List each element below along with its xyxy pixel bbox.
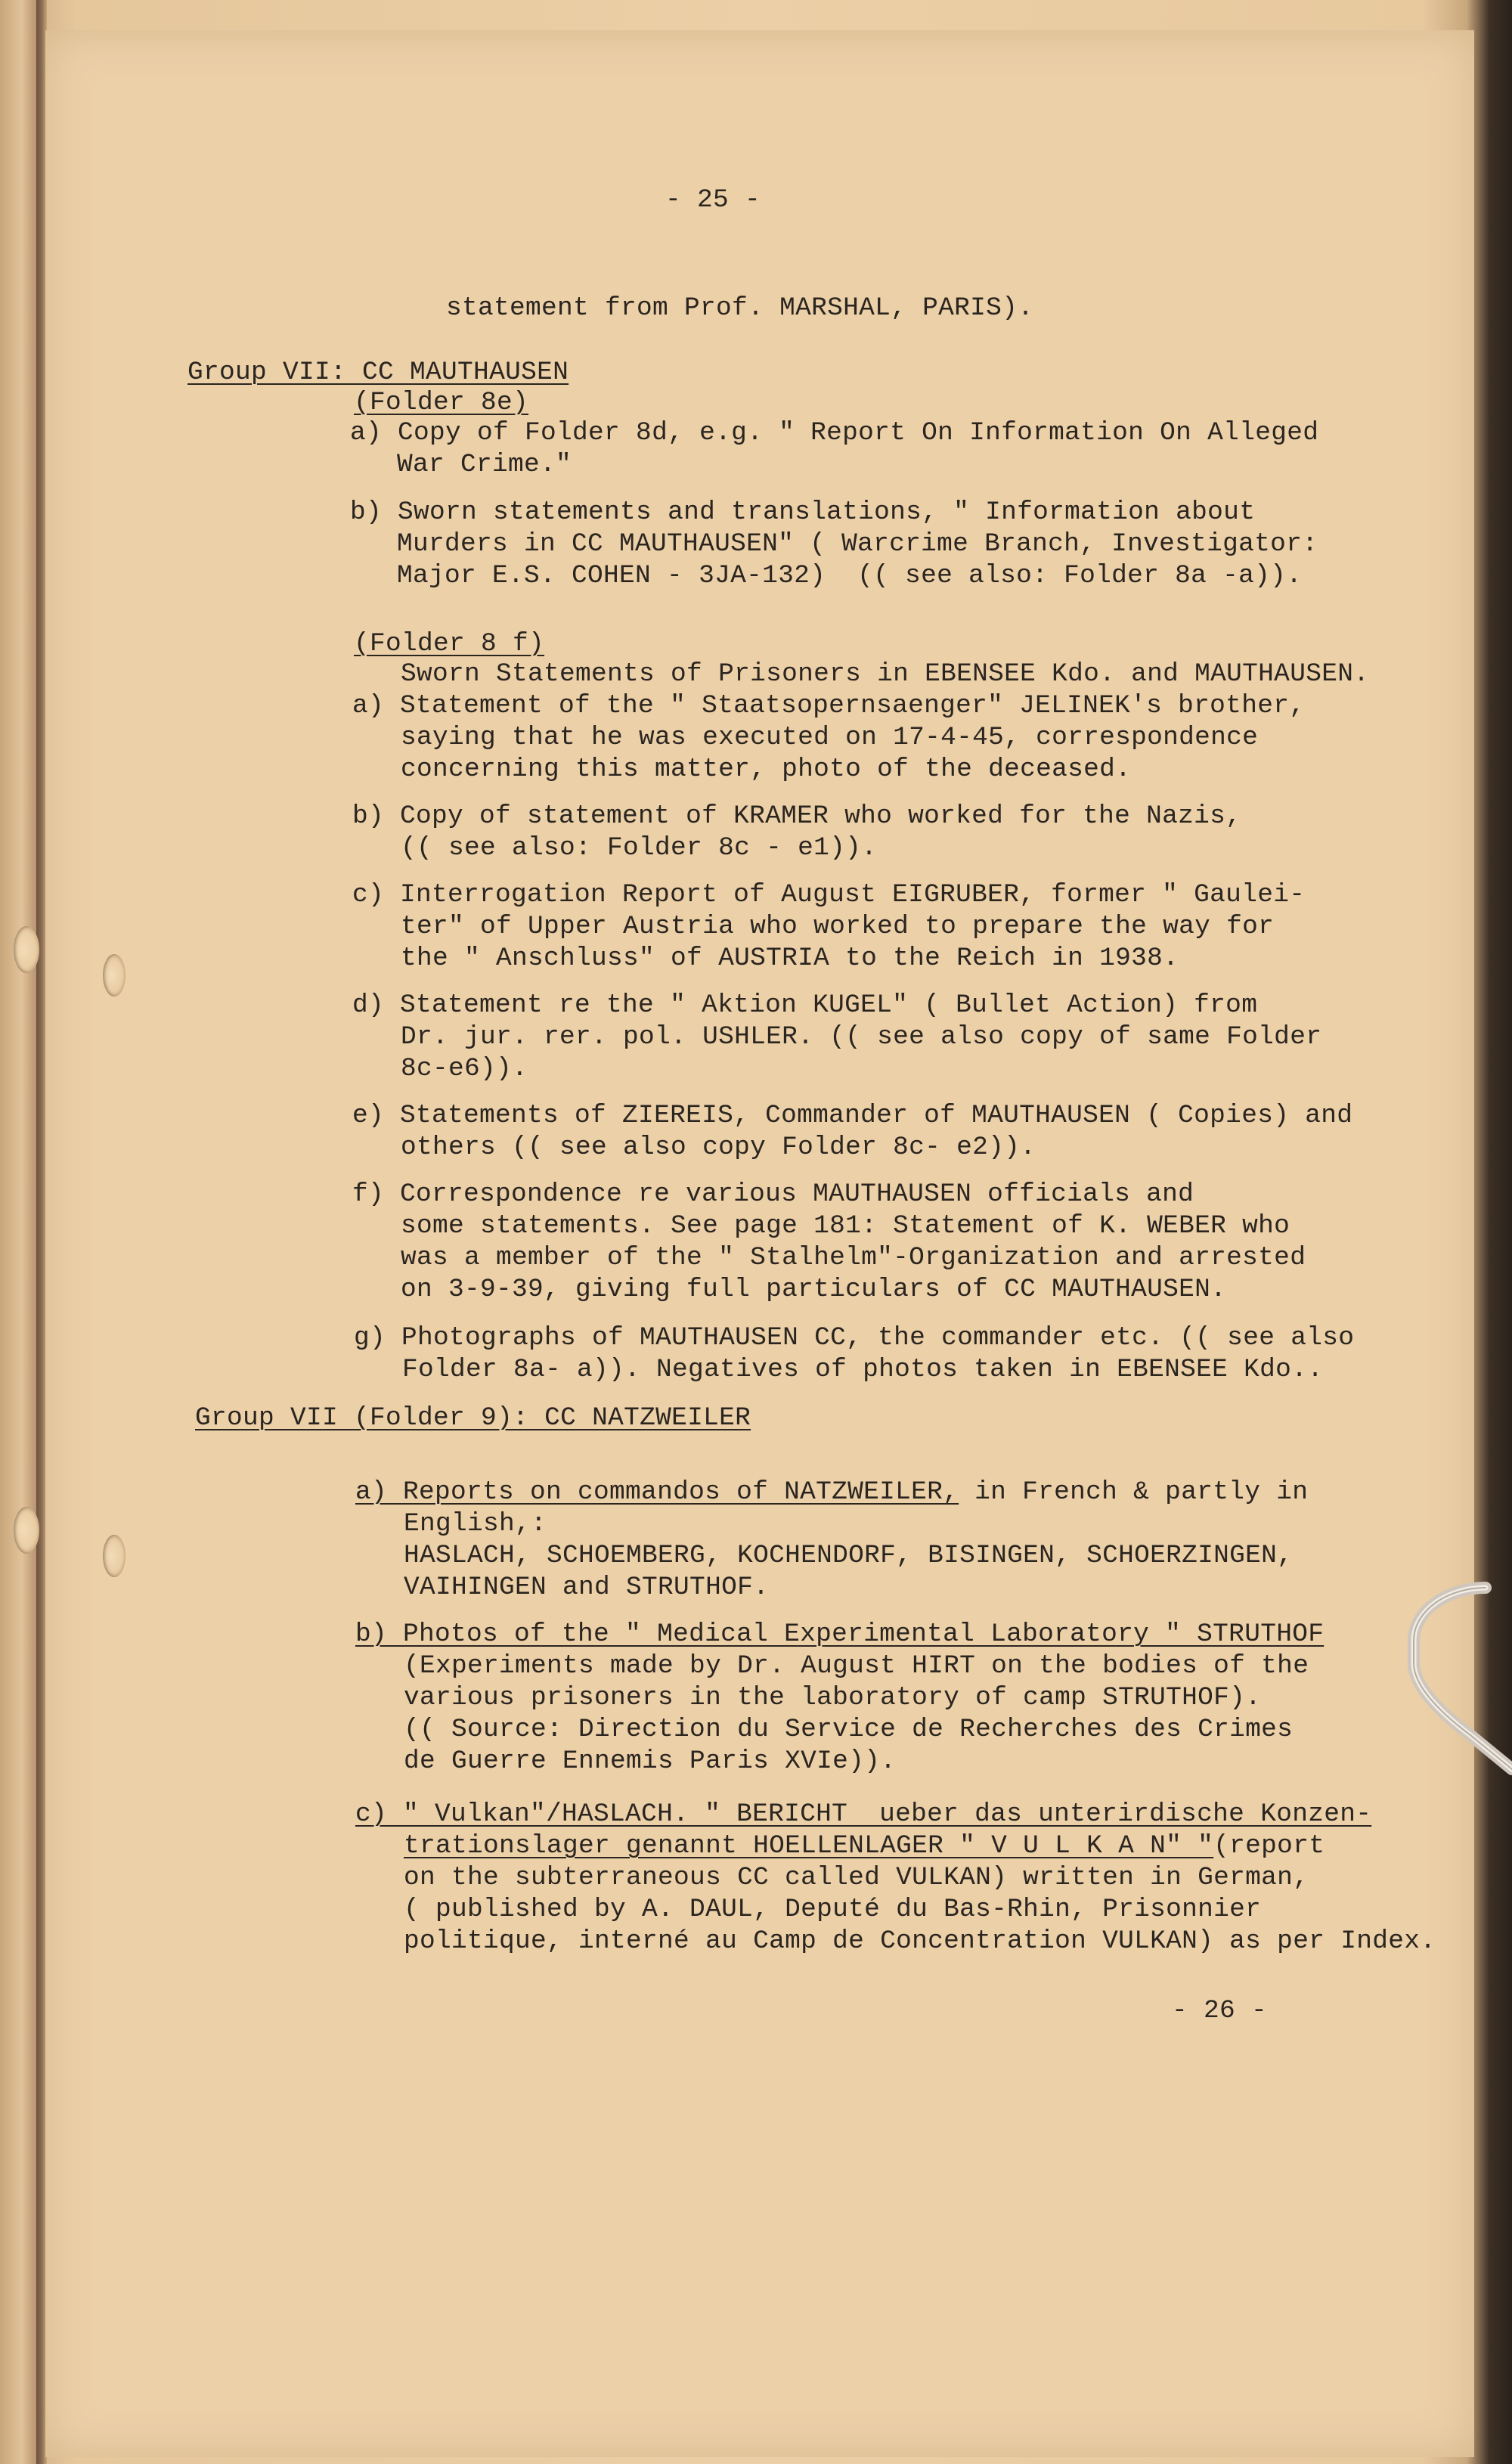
natzweiler-item-a-cont3: VAIHINGEN and STRUTHOF. — [404, 1573, 770, 1602]
folder-8f-item-f: f) Correspondence re various MAUTHAUSEN officials and — [352, 1179, 1194, 1209]
natzweiler-item-c-cont4: politique, interné au Camp de Concentration VULKAN) as per Index. — [404, 1926, 1436, 1956]
folder-8f-subheading: Sworn Statements of Prisoners in EBENSEE Kdo. and MAUTHAUSEN. — [401, 659, 1370, 689]
folder-8f-item-c: c) Interrogation Report of August EIGRUBER, former " Gaulei- — [352, 880, 1306, 910]
natzweiler-item-b-cont1: (Experiments made by Dr. August HIRT on the bodies of the — [404, 1651, 1309, 1681]
folder-8f-item-f-cont2: was a member of the " Stalhelm"-Organization and arrested — [401, 1243, 1306, 1272]
folder-8f-item-d-cont1: Dr. jur. rer. pol. USHLER. (( see also copy of same Folder — [401, 1022, 1322, 1052]
page-punch-hole-upper — [103, 954, 125, 996]
intro-line: statement from Prof. MARSHAL, PARIS). — [446, 293, 1034, 323]
folder-8e-item-a-cont: War Crime." — [397, 450, 572, 479]
natzweiler-item-b-cont4: de Guerre Ennemis Paris XVIe)). — [404, 1746, 897, 1776]
folder-8e-item-a: a) Copy of Folder 8d, e.g. " Report On Information On Alleged — [350, 418, 1319, 448]
natzweiler-item-b-cont3: (( Source: Direction du Service de Recherches des Crimes — [404, 1715, 1294, 1744]
page-number-footer: - 26 - — [1172, 1996, 1268, 2025]
paper-clip — [1357, 1580, 1512, 1822]
folder-8f-item-e: e) Statements of ZIEREIS, Commander of MAUTHAUSEN ( Copies) and — [352, 1101, 1353, 1130]
folder-8f-item-c-cont2: the " Anschluss" of AUSTRIA to the Reich in 1938. — [401, 944, 1179, 973]
folder-8f-item-d: d) Statement re the " Aktion KUGEL" ( Bullet Action) from — [352, 990, 1258, 1020]
natzweiler-item-a — [355, 1477, 1308, 1508]
group-vii-heading: Group VII: CC MAUTHAUSEN — [187, 358, 569, 387]
folder-8e-heading: (Folder 8e) — [354, 388, 529, 417]
punch-hole-lower — [14, 1507, 39, 1554]
natzweiler-item-b: b) Photos of the " Medical Experimental Laboratory " STRUTHOF — [355, 1619, 1325, 1649]
folder-8f-heading: (Folder 8 f) — [354, 629, 545, 659]
natzweiler-item-c-cont1 — [404, 1831, 1325, 1861]
folder-8f-item-g: g) Photographs of MAUTHAUSEN CC, the commander etc. (( see also — [354, 1323, 1355, 1353]
folder-8e-item-b-cont1: Murders in CC MAUTHAUSEN" ( Warcrime Branch, Investigator: — [397, 529, 1318, 559]
folder-8f-item-e-cont: others (( see also copy Folder 8c- e2)). — [401, 1133, 1036, 1162]
natzweiler-item-b-cont2: various prisoners in the laboratory of camp STRUTHOF). — [404, 1683, 1262, 1712]
folder-8f-item-c-cont1: ter" of Upper Austria who worked to prepare the way for — [401, 912, 1275, 941]
folder-8f-item-b-cont: (( see also: Folder 8c - e1)). — [401, 833, 878, 863]
folder-8f-item-b: b) Copy of statement of KRAMER who worked for the Nazis, — [352, 801, 1242, 831]
punch-hole-upper — [14, 926, 39, 973]
folder-8f-item-a-cont1: saying that he was executed on 17-4-45, correspondence — [401, 723, 1259, 752]
folder-8f-item-f-cont3: on 3-9-39, giving full particulars of CC MAUTHAUSEN. — [401, 1275, 1227, 1304]
group-vii-folder-9-heading: Group VII (Folder 9): CC NATZWEILER — [195, 1403, 751, 1433]
folder-8e-item-b: b) Sworn statements and translations, " Information about — [350, 497, 1256, 527]
document-page — [45, 30, 1474, 2457]
natzweiler-item-a-underlined: a) Reports on commandos of NATZWEILER, — [355, 1477, 959, 1507]
natzweiler-item-c-rest: (report — [1213, 1831, 1325, 1861]
folder-8f-item-a: a) Statement of the " Staatsopernsaenger" JELINEK's brother, — [352, 691, 1306, 721]
folder-8e-item-b-cont2: Major E.S. COHEN - 3JA-132) (( see also: Folder 8a -a)). — [397, 561, 1303, 590]
natzweiler-item-c-underlined: trationslager genannt HOELLENLAGER " V U L K A N" " — [404, 1831, 1214, 1861]
natzweiler-item-c-cont2: on the subterraneous CC called VULKAN) written in German, — [404, 1863, 1309, 1892]
folder-8f-item-f-cont1: some statements. See page 181: Statement of K. WEBER who — [401, 1211, 1290, 1241]
folder-8f-item-g-cont: Folder 8a- a)). Negatives of photos taken in EBENSEE Kdo.. — [402, 1355, 1324, 1384]
page-punch-hole-lower — [103, 1535, 125, 1577]
natzweiler-item-a-rest: in French & partly in — [959, 1477, 1309, 1507]
natzweiler-item-c: c) " Vulkan"/HASLACH. " BERICHT ueber das unterirdische Konzen- — [355, 1799, 1372, 1829]
previous-page-edge — [0, 0, 36, 2464]
page-number-header: - 25 - — [665, 185, 761, 215]
folder-8f-item-a-cont2: concerning this matter, photo of the deceased. — [401, 755, 1132, 784]
folder-8f-item-d-cont2: 8c-e6)). — [401, 1054, 528, 1083]
natzweiler-item-a-cont2: HASLACH, SCHOEMBERG, KOCHENDORF, BISINGEN, SCHOERZINGEN, — [404, 1541, 1294, 1570]
natzweiler-item-a-cont1: English,: — [404, 1509, 547, 1539]
natzweiler-item-c-cont3: ( published by A. DAUL, Deputé du Bas-Rhin, Prisonnier — [404, 1895, 1262, 1924]
